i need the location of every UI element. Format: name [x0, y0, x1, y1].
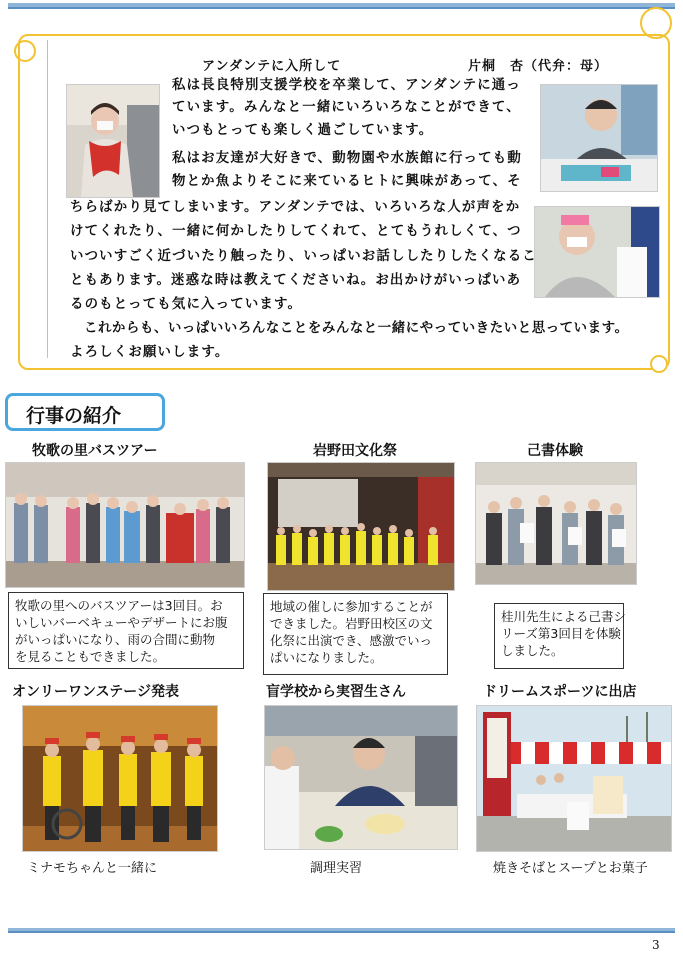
caption-line: リーズ第3回目を体験	[501, 626, 621, 641]
caption-line: ぱいになりました。	[270, 650, 383, 665]
caption-line: 牧歌の里へのバスツアーは3回目。お	[15, 598, 223, 613]
event-title: オンリーワンステージ発表	[12, 684, 180, 700]
event-title: 己書体験	[527, 443, 583, 459]
caption-line: できました。岩野田校区の文	[270, 616, 433, 631]
essay-line: るのもとっても気に入っています。	[70, 297, 303, 312]
event-caption: 焼きそばとスープとお菓子	[493, 861, 648, 876]
photo-drawing-activity	[540, 84, 658, 192]
scroll-inner-line	[47, 40, 48, 358]
caption-line: 桂川先生による己書シ	[501, 609, 627, 624]
essay-line: 私は長良特別支援学校を卒業して、アンダンテに通っ	[172, 78, 521, 93]
event-title: 盲学校から実習生さん	[266, 684, 406, 700]
essay-line: ちらばかり見てしまいます。アンダンテでは、いろいろな人が声をか	[70, 200, 521, 215]
photo-sports-booth	[476, 705, 672, 852]
caption-line: 地域の催しに参加することが	[270, 599, 433, 614]
page-number: 3	[652, 938, 660, 952]
caption-line: がいっぱいになり、雨の合間に動物	[15, 632, 216, 647]
essay-line: いついすごく近づいたり触ったり、いっぱいお話ししたりしたくなるこ	[70, 249, 537, 264]
essay-line: けてくれたり、一緒に何かしたりしてくれて、とてもうれしくて、つ	[70, 224, 522, 239]
event-title: 岩野田文化祭	[313, 443, 397, 459]
essay-title: アンダンテに入所して	[202, 59, 342, 74]
caption-line: しました。	[501, 643, 564, 658]
event-caption-box	[263, 593, 448, 675]
event-title: ドリームスポーツに出店	[483, 684, 637, 700]
scroll-curl-decoration	[14, 40, 36, 62]
photo-bus-tour	[5, 462, 245, 588]
top-rule	[8, 3, 675, 9]
essay-line: 私はお友達が大好きで、動物園や水族館に行っても動	[172, 151, 522, 166]
caption-line: いしいバーベキューやデザートにお腹	[15, 615, 228, 630]
essay-line: いつもとっても楽しく過ごしています。	[172, 123, 434, 138]
caption-line: 化祭に出演でき、感激でいっ	[270, 633, 433, 648]
photo-painting-activity	[534, 206, 660, 298]
photo-cooking-practice	[264, 705, 458, 850]
bottom-rule	[8, 928, 675, 933]
essay-line: ています。みんなと一緒にいろいろなことができて、	[172, 100, 521, 115]
essay-line: これからも、いっぱいいろんなことをみんなと一緒にやっていきたいと思っています。	[84, 321, 629, 336]
event-caption: 調理実習	[310, 861, 363, 876]
section-title: 行事の紹介	[26, 405, 122, 427]
event-title: 牧歌の里バスツアー	[32, 443, 158, 459]
essay-line: 物とか魚よりそこに来ているヒトに興味があって、そ	[172, 174, 522, 189]
essay-line: ともあります。迷惑な時は教えてくださいね。お出かけがいっぱいあ	[70, 273, 522, 288]
essay-line: よろしくお願いします。	[70, 345, 230, 360]
event-caption-box	[494, 603, 627, 669]
scroll-curl-decoration	[650, 355, 668, 373]
photo-portrait	[66, 84, 160, 198]
event-caption-box	[8, 592, 244, 669]
event-caption: ミナモちゃんと一緒に	[27, 861, 158, 876]
scroll-curl-decoration	[640, 7, 672, 39]
photo-stage-performance	[22, 705, 218, 852]
photo-calligraphy	[475, 462, 637, 585]
caption-line: を見ることもできました。	[15, 649, 166, 664]
photo-culture-festival	[267, 462, 455, 591]
essay-author: 片桐 杏（代弁：母）	[468, 59, 609, 74]
